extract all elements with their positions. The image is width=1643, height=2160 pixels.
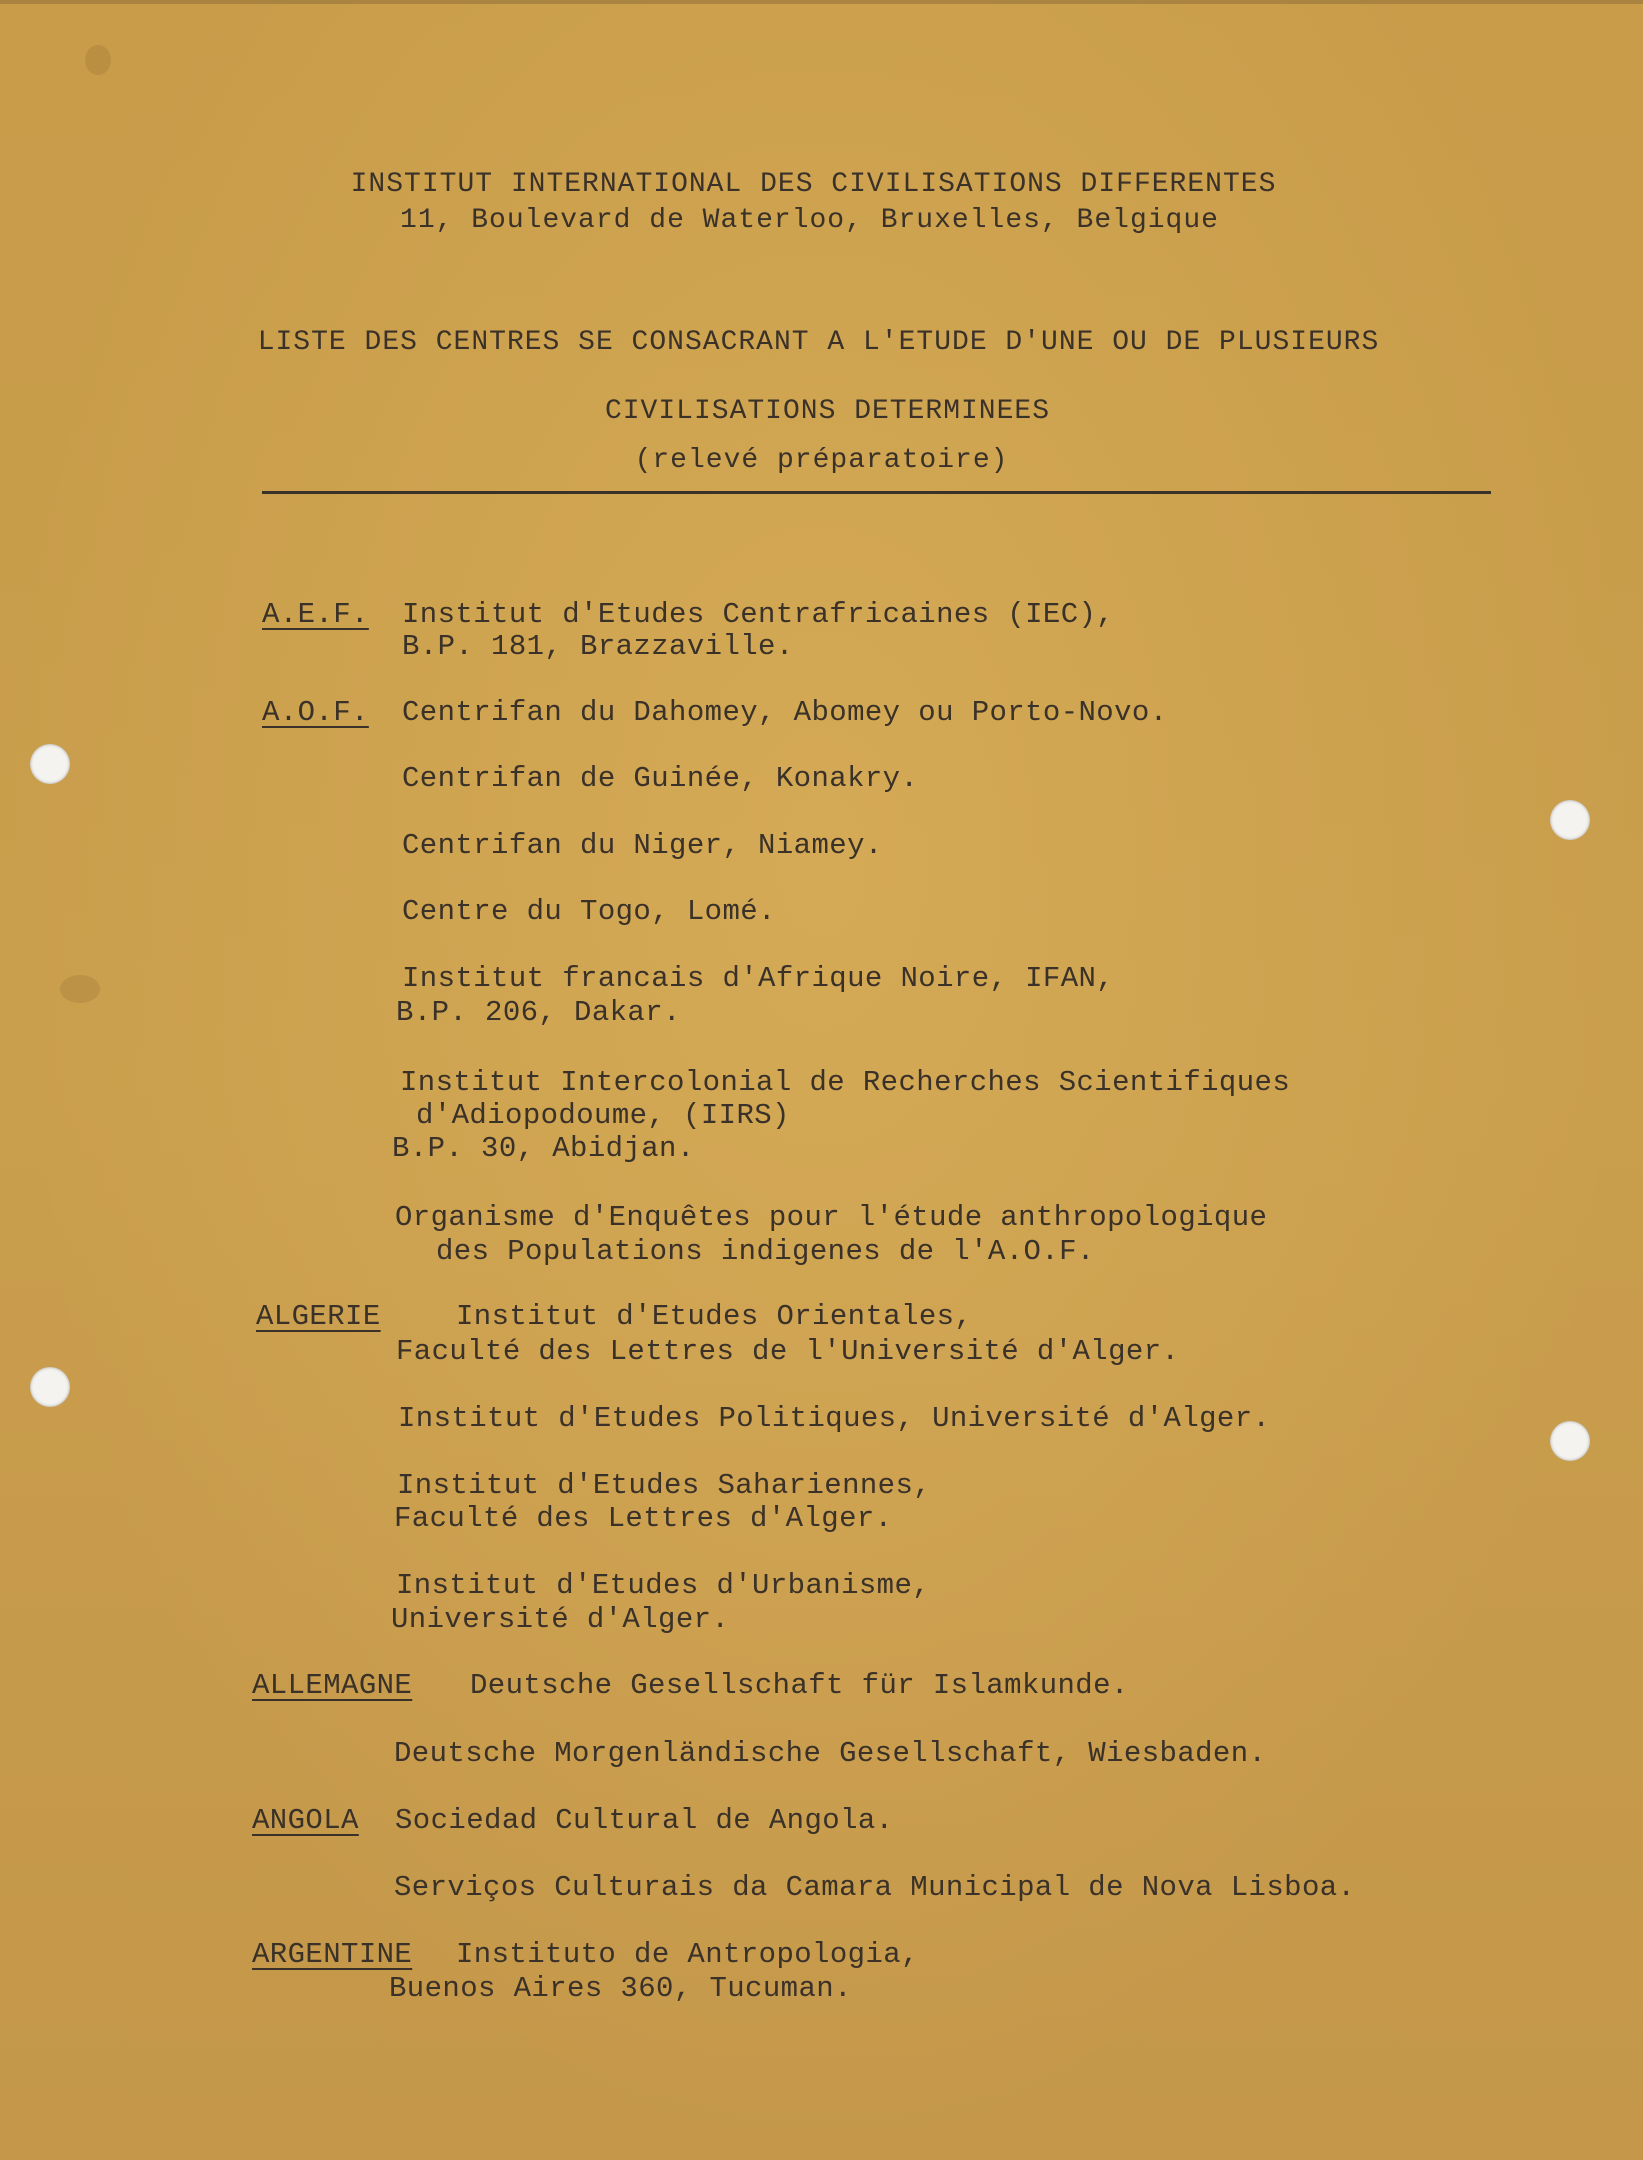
punch-hole	[30, 744, 70, 784]
entry-line: Faculté des Lettres de l'Université d'Alger.	[396, 1335, 1180, 1368]
punch-hole	[1550, 800, 1590, 840]
country-label-algerie: ALGERIE	[256, 1300, 381, 1333]
country-label-aef: A.E.F.	[262, 598, 369, 631]
document-subtitle: (relevé préparatoire)	[634, 445, 1009, 476]
entry-line: des Populations indigenes de l'A.O.F.	[436, 1235, 1095, 1268]
paper-stain	[60, 975, 100, 1003]
entry-line: Université d'Alger.	[391, 1603, 730, 1636]
entry-line: Institut d'Etudes Orientales,	[456, 1300, 973, 1333]
entry-line: Sociedad Cultural de Angola.	[395, 1804, 894, 1837]
country-label-angola: ANGOLA	[252, 1804, 359, 1837]
entry-line: Institut Intercolonial de Recherches Scientifiques	[400, 1066, 1291, 1099]
entry-line: B.P. 181, Brazzaville.	[402, 630, 794, 663]
entry-line: Centrifan de Guinée, Konakry.	[402, 762, 919, 795]
entry-line: Instituto de Antropologia,	[456, 1938, 919, 1971]
entry-line: B.P. 206, Dakar.	[396, 996, 681, 1029]
document-title-line2: CIVILISATIONS DETERMINEES	[604, 396, 1051, 427]
institute-address: 11, Boulevard de Waterloo, Bruxelles, Belgique	[400, 205, 1219, 236]
entry-line: Deutsche Morgenländische Gesellschaft, Wiesbaden.	[394, 1737, 1267, 1770]
entry-line: Centrifan du Dahomey, Abomey ou Porto-Novo.	[402, 696, 1168, 729]
entry-line: Institut d'Etudes Politiques, Université d'Alger.	[398, 1402, 1271, 1435]
entry-line: Serviços Culturais da Camara Municipal de Nova Lisboa.	[394, 1871, 1356, 1904]
country-label-allemagne: ALLEMAGNE	[252, 1669, 413, 1702]
paper-stain	[85, 45, 111, 75]
country-label-aof: A.O.F.	[262, 696, 369, 729]
entry-line: d'Adiopodoume, (IIRS)	[416, 1099, 790, 1132]
entry-line: Organisme d'Enquêtes pour l'étude anthropologique	[395, 1201, 1268, 1234]
entry-line: B.P. 30, Abidjan.	[392, 1132, 695, 1165]
entry-line: Faculté des Lettres d'Alger.	[394, 1502, 893, 1535]
entry-line: Centrifan du Niger, Niamey.	[402, 829, 883, 862]
entry-line: Institut d'Etudes Sahariennes,	[397, 1469, 932, 1502]
punch-hole	[30, 1367, 70, 1407]
country-label-argentine: ARGENTINE	[252, 1938, 413, 1971]
entry-line: Deutsche Gesellschaft für Islamkunde.	[470, 1669, 1129, 1702]
entry-line: Institut d'Etudes Centrafricaines (IEC),	[402, 598, 1115, 631]
title-divider	[262, 491, 1491, 494]
document-title: LISTE DES CENTRES SE CONSACRANT A L'ETUDE D'UNE OU DE PLUSIEURS	[257, 327, 1380, 358]
entry-line: Buenos Aires 360, Tucuman.	[389, 1972, 852, 2005]
entry-line: Institut d'Etudes d'Urbanisme,	[396, 1569, 931, 1602]
punch-hole	[1550, 1421, 1590, 1461]
entry-line: Centre du Togo, Lomé.	[402, 895, 776, 928]
institute-name: INSTITUT INTERNATIONAL DES CIVILISATIONS DIFFERENTES	[350, 169, 1277, 200]
page-edge	[0, 0, 1643, 4]
entry-line: Institut francais d'Afrique Noire, IFAN,	[402, 962, 1115, 995]
